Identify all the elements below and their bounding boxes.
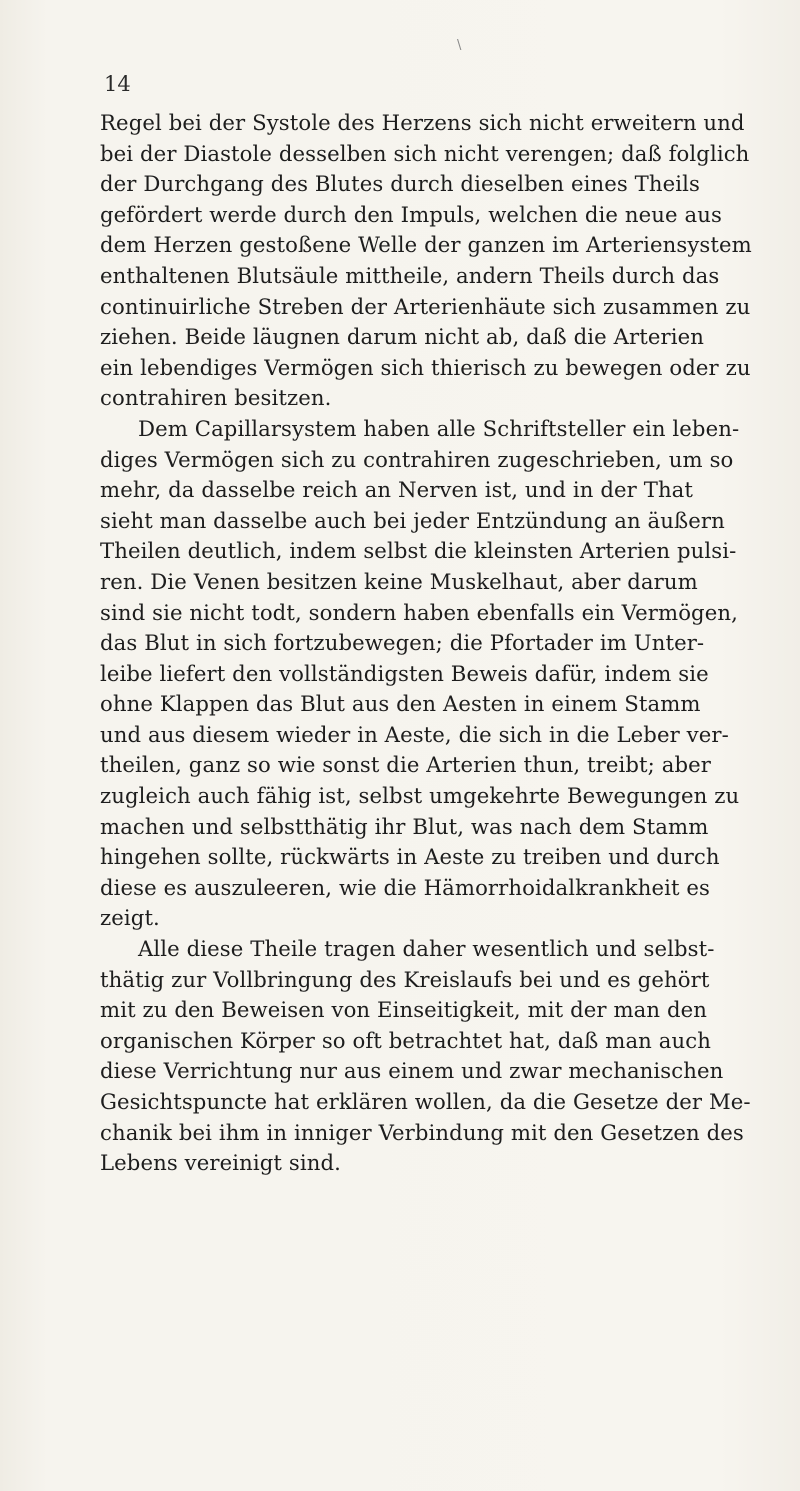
text-line: continuirliche Streben der Arterienhäute sich zusammen zu [100, 293, 751, 319]
paragraph [100, 934, 788, 1179]
text-line: leibe liefert den vollständigsten Beweis dafür, indem sie [100, 660, 709, 686]
text-line: mit zu den Beweisen von Einseitigkeit, mit der man den [100, 997, 707, 1023]
text-line: ren. Die Venen besitzen keine Muskelhaut, aber darum [100, 568, 698, 594]
paragraph [100, 108, 788, 414]
text-line: enthaltenen Blutsäule mittheile, andern Theils durch das [100, 262, 720, 288]
page-mark: \ [457, 38, 462, 53]
text-line: ziehen. Beide läugnen darum nicht ab, daß die Arterien [100, 324, 704, 350]
body-text [100, 108, 788, 1179]
text-line: theilen, ganz so wie sonst die Arterien thun, treibt; aber [100, 752, 711, 778]
paragraph [100, 414, 788, 934]
text-line: mehr, da dasselbe reich an Nerven ist, und in der That [100, 477, 694, 503]
text-line: Dem Capillarsystem haben alle Schriftsteller ein leben- [138, 415, 740, 441]
text-line: zugleich auch fähig ist, selbst umgekehrte Bewegungen zu [100, 783, 740, 809]
text-line: sind sie nicht todt, sondern haben ebenfalls ein Vermögen, [100, 599, 738, 625]
text-line: Theilen deutlich, indem selbst die kleinsten Arterien pulsi- [100, 538, 737, 564]
text-line: hingehen sollte, rückwärts in Aeste zu treiben und durch [100, 844, 720, 870]
text-line: ein lebendiges Vermögen sich thierisch zu bewegen oder zu [100, 354, 751, 380]
text-line: diese Verrichtung nur aus einem und zwar mechanischen [100, 1058, 724, 1084]
text-line: Regel bei der Systole des Herzens sich nicht erweitern und [100, 110, 745, 135]
text-line: Lebens vereinigt sind. [100, 1150, 341, 1176]
text-line: sieht man dasselbe auch bei jeder Entzündung an äußern [100, 507, 725, 533]
page-number: 14 [104, 72, 131, 96]
text-line: organischen Körper so oft betrachtet hat, daß man auch [100, 1027, 711, 1053]
text-line: contrahiren besitzen. [100, 385, 332, 411]
text-line: Alle diese Theile tragen daher wesentlich und selbst- [138, 936, 715, 962]
text-line: gefördert werde durch den Impuls, welchen die neue aus [100, 201, 722, 227]
text-line: dem Herzen gestoßene Welle der ganzen im Arteriensystem [100, 232, 752, 258]
text-line: Gesichtspuncte hat erklären wollen, da die Gesetze der Me- [100, 1089, 751, 1114]
text-line: machen und selbstthätig ihr Blut, was nach dem Stamm [100, 813, 709, 839]
text-line: und aus diesem wieder in Aeste, die sich in die Leber ver- [100, 721, 729, 747]
text-line: der Durchgang des Blutes durch dieselben eines Theils [100, 171, 701, 197]
text-line: ohne Klappen das Blut aus den Aesten in einem Stamm [100, 691, 701, 717]
text-line: bei der Diastole desselben sich nicht verengen; daß folglich [100, 140, 750, 166]
text-line: thätig zur Vollbringung des Kreislaufs bei und es gehört [100, 966, 710, 992]
text-line: chanik bei ihm in inniger Verbindung mit den Gesetzen des [100, 1119, 744, 1145]
text-line: diese es auszuleeren, wie die Hämorrhoidalkrankheit es [100, 874, 711, 900]
text-line: diges Vermögen sich zu contrahiren zugeschrieben, um so [100, 446, 734, 472]
text-line: zeigt. [100, 905, 160, 931]
text-line: das Blut in sich fortzubewegen; die Pfortader im Unter- [100, 630, 705, 656]
